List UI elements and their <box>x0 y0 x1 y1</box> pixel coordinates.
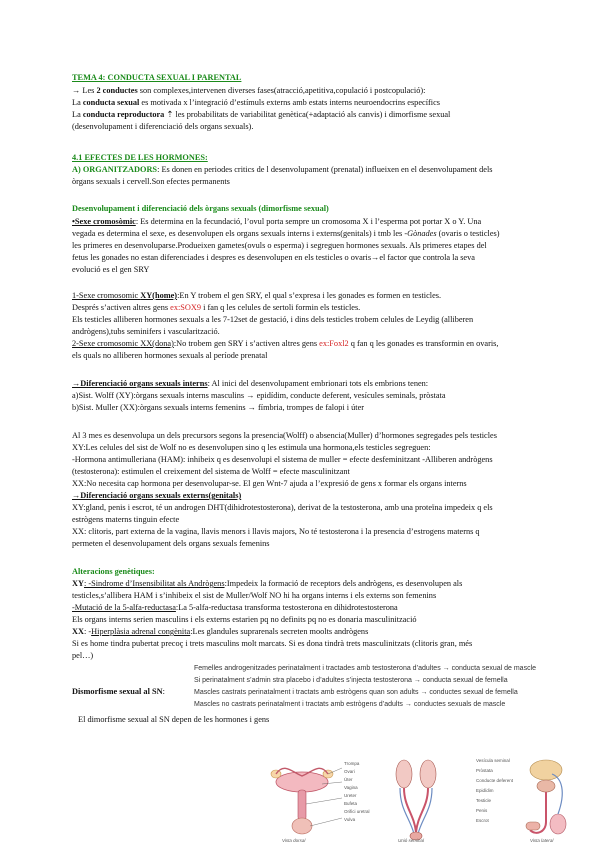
precursors-line-5: XX:No necesita cap hormona per desenvolupar-se. El gen Wnt-7 ajuda a l’expresió de gens x formar els organs interns <box>72 479 467 488</box>
figure-label: Vulva <box>344 817 356 822</box>
gonad-right <box>420 760 436 788</box>
alterations-xy-2: testicles,s’allibera HAM i s’inhibeix el sist de Muller/Wolf NO hi ha organs interns i els externs son femenins <box>72 591 437 600</box>
figure-label: Epidídim <box>476 788 494 793</box>
figure-caption: Vista lateral <box>530 838 554 843</box>
male-organs-figure <box>516 752 586 844</box>
bold-text: conducta sexual <box>82 98 140 107</box>
gonad-left <box>396 760 412 788</box>
figure-label: Escrot <box>476 818 489 823</box>
devel-line-2 <box>72 228 500 239</box>
organitzadors-line-2: òrgans sexuals i cervell.Son efectes permanents <box>72 177 230 186</box>
text: :No trobem gen SRY i s’activen altres gens <box>173 339 320 348</box>
bold-text: XY(home) <box>140 291 178 300</box>
section-title: 4.1 EFECTES DE LES HORMONES: <box>72 153 208 162</box>
text: :Impedeix la formació de receptors dels andrògens, es desenvolupen als <box>224 579 463 588</box>
precursors-line-1: Al 3 mes es desenvolupa un dels precursors segons la presencia(Wolff) o absencia(Muller) d’hormones segregades pels testicles <box>72 431 497 440</box>
external-line-3: XX: clitoris, part externa de la vagina, llavis menors i llavis majors, No té testosterona i la presencia d’estrogens materns q <box>72 527 480 536</box>
figure-label: Pròstata <box>476 768 493 773</box>
internal-b: b)Sist. Muller (XX):òrgans sexuals interns femenins → fímbria, trompes de falopi i úter <box>72 403 365 412</box>
xx-line-1 <box>72 338 498 349</box>
figure-label: Ureter <box>344 793 357 798</box>
bold-text: XY <box>72 579 84 588</box>
text: → Les <box>72 86 97 95</box>
male-figure-labels <box>476 756 513 826</box>
dimorfisme-label: Dismorfisme sexual al SN <box>72 687 163 696</box>
intro-line-4: (desenvolupament i diferenciació dels organs sexuals). <box>72 122 254 131</box>
devel-line-3: les primeres en desenvoluparse.Produeixen gametes(ovuls o esperma) i segreguen hormones sexuals. Als primeres etapes del <box>72 241 487 250</box>
text: : Es determina en la fecundació, l’ovul porta sempre un cromosoma X i l’esperma pot portar X o Y. Una <box>135 217 482 226</box>
figure-label: Vesícula seminal <box>476 758 510 763</box>
figure-label: Penis <box>476 808 488 813</box>
xy-line-2 <box>72 302 360 313</box>
organitzadors-line <box>72 164 493 175</box>
gene-highlight: ex:SOX9 <box>170 303 202 312</box>
xy-line-4: andrògens),tubs seminifers i vascularització. <box>72 327 220 336</box>
text: : - <box>83 627 92 636</box>
devel-heading: Desenvolupament i diferenciació dels òrgans sexuals (dimorfisme sexual) <box>72 204 329 213</box>
syndrome-label: : -Sindrome d’Insensibilitat als Andrògens <box>83 579 225 588</box>
text: :La 5-alfa-reductasa transforma testosterona en dihidrotestosterona <box>175 603 398 612</box>
text: : Al inici del desenvolupament embrionari tots els embrions tenen: <box>207 379 429 388</box>
figure-label: Testicle <box>476 798 492 803</box>
alterations-xx-1 <box>72 626 368 637</box>
intro-line-2 <box>72 97 440 108</box>
precursors-line-4: (testosterona): estimulen el creixement del sistema de Wolff = efecte masculinitzant <box>72 467 350 476</box>
dimorfisme-conclusion: El dimorfisme sexual al SN depen de les hormones i gens <box>78 715 270 724</box>
female-organs-figure <box>262 752 352 844</box>
text: ⇡ les probabilitats de variabilitat genètica(+adaptació als canvis) i dimorfisme sexual <box>164 110 451 119</box>
figure-label: Bufeta <box>344 801 358 806</box>
text: 1-Sexe cromosomic <box>72 291 141 300</box>
intro-line-1 <box>72 85 425 96</box>
female-figure-labels <box>344 760 370 824</box>
internal-a: a)Sist. Wolff (XY):òrgans sexuals interns masculins → epidídim, conducte deferent, vesícules seminals, pròstata <box>72 391 446 400</box>
embryonic-ducts-figure <box>388 752 444 844</box>
figure-label: Úter <box>344 777 353 782</box>
figure-label: Conducte deferent <box>476 778 514 783</box>
figure-label: Orifici uretral <box>344 809 370 814</box>
devel-line-5: evolució es el gen SRY <box>72 265 150 274</box>
duct-left <box>404 788 416 832</box>
devel-line-4: fetus les gonades no estan diferenciades i despres es desenvolupen en els testicles o ovaris→el factor que controla la seva <box>72 253 475 262</box>
text: vegada es determina el sexe, es desenvolupen els organs sexuals interns i externs(genitals) i tmb les - <box>72 229 408 238</box>
dimorfisme-item: Mascles no castrats perinatalment i tractats amb estrògens d’adults → conductes sexuals de mascle <box>194 701 506 708</box>
text: La <box>72 98 83 107</box>
external-heading: →Diferenciació organs sexuals externs(genitals) <box>72 491 242 500</box>
prostate-shape <box>537 780 555 792</box>
mutation-line-2: Els organs interns serien masculins i els externs estarien pq no definits pq no es donaria masculinització <box>72 615 417 624</box>
sexe-cromosomic-label: •Sexe cromosòmic <box>72 217 136 226</box>
text: :Les glandules suprarenals secreten moolts andrògens <box>190 627 369 636</box>
text: Després s’activen altres gens <box>72 303 171 312</box>
wolff-duct-left <box>400 788 414 834</box>
text: : Es donen en periodes critics de l desenvolupament (prenatal) influeixen en el desenvolupament dels <box>157 165 493 174</box>
alterations-heading: Alteracions genètiques: <box>72 567 155 576</box>
uterus-shape <box>276 772 328 792</box>
doc-title: TEMA 4: CONDUCTA SEXUAL I PARENTAL <box>72 73 242 82</box>
dimorfisme-item: Si perinatalment s’admin stra placebo i d’adultes s’injecta testosterona → conducta sexual de femella <box>194 677 508 684</box>
text: XX(dona) <box>140 339 174 348</box>
text: 2-Sexe cromosomic <box>72 339 141 348</box>
dimorfisme-item: Mascles castrats perinatalment i tractats amb estrògens quan son adults → conductes sexual de femella <box>194 689 518 696</box>
italic-text: Gònades <box>407 229 437 238</box>
external-line-4: permeten el desenvolupament dels organs sexuals femenins <box>72 539 270 548</box>
figure-label: Trompa <box>344 761 360 766</box>
figure-caption: Unió seminal <box>398 838 425 843</box>
internal-heading-label: →Diferenciació organs sexuals interns <box>72 379 208 388</box>
figure-label: Ovari <box>344 769 355 774</box>
figure-caption: Vista dorsal <box>282 838 306 843</box>
internal-heading <box>72 378 428 389</box>
alterations-xy-1 <box>72 578 462 589</box>
text: q fan q les gonades es transformin en ovaris, <box>348 339 499 348</box>
bold-text: 2 conductes <box>96 86 138 95</box>
text: La <box>72 110 83 119</box>
external-line-1: XY:gland, penis i escrot, té un androgen DHT(dihidrotestosterona), derivat de la testosterona, amb una proteïna impedeix q els <box>72 503 493 512</box>
gene-highlight: ex:Foxl2 <box>319 339 349 348</box>
vas-deferens-shape <box>552 774 562 814</box>
intro-line-3 <box>72 109 450 120</box>
xy-line-1 <box>72 290 441 301</box>
duct-right <box>416 788 428 832</box>
text: i fan q les celules de sertoli formin els testicles. <box>201 303 361 312</box>
wolff-duct-right <box>418 788 432 834</box>
external-line-2: estrògens materns tinguin efecte <box>72 515 180 524</box>
precursors-line-3: -Hormona antimulleriana (HAM): inhibeix q es desenvolupi el sistema de muller = efecte desfeminitzant -Alliberen andrògens <box>72 455 493 464</box>
bold-text: XX <box>72 627 84 636</box>
testicle-shape <box>550 814 566 834</box>
alterations-xx-2: Si es home tindra pubertat precoç i trets masculins molt marcats. Si es dona tindrà trets masculinitzats (clitoris gran, més <box>72 639 473 648</box>
bold-text: conducta reproductora <box>82 110 165 119</box>
hyperplasia-label: Hiperplàsia adrenal congènita <box>91 627 191 636</box>
xy-line-3: Els testicles alliberen hormones sexuals a les 7-12set de gestació, i dins dels testicles trobem celules de Leydig (alliberen <box>72 315 474 324</box>
text: son complexes,intervenen diverses fases(atracció,apetitiva,copulació i postcopulació): <box>137 86 426 95</box>
dimorfisme-item: Femelles androgenitzades perinatalment i tractades amb testosterona d’adultes → conducta sexual de mascle <box>194 665 537 672</box>
dimorfisme-label-line <box>72 686 165 697</box>
figure-label: Vagina <box>344 785 358 790</box>
vagina-shape <box>298 790 306 820</box>
text: es motivada x l’integració d’estímuls externs amb estats interns neuroendocrins específics <box>139 98 440 107</box>
vulva-shape <box>292 818 312 834</box>
xx-line-2: els quals no alliberen hormones sexuals al període prenatal <box>72 351 268 360</box>
alterations-xx-3: pel…) <box>72 651 94 660</box>
mutation-label: -Mutació de la 5-alfa-reductasa <box>72 603 176 612</box>
precursors-line-2: XY:Les celules del sist de Wolf no es desenvolupen sino q les estimula una hormona,els testicles segreguen: <box>72 443 431 452</box>
penis-shape <box>526 822 540 830</box>
mutation-line-1 <box>72 602 398 613</box>
text: : <box>162 687 165 696</box>
devel-line-1 <box>72 216 481 227</box>
organitzadors-label: A) ORGANITZADORS <box>72 165 158 174</box>
text: :En Y trobem el gen SRY, el qual s’expresa i les gonades es formen en testicles. <box>177 291 442 300</box>
text: (ovaris o testicles) <box>436 229 500 238</box>
